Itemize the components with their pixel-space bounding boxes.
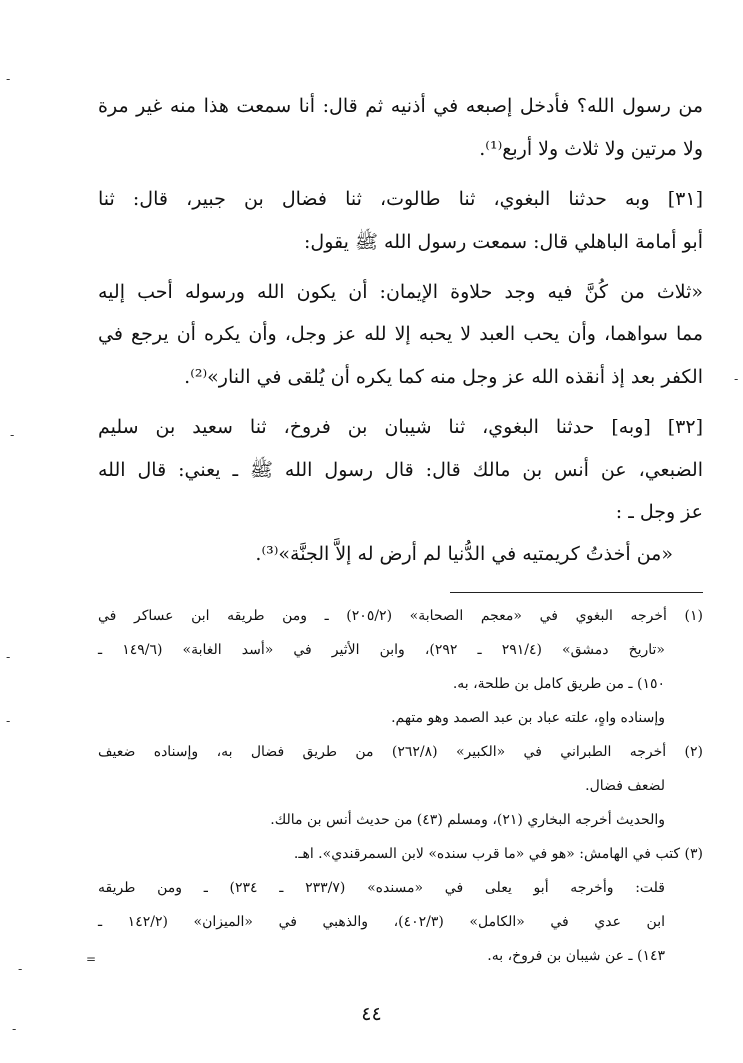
scan-mark: - <box>6 72 11 86</box>
hadith-31-line-2: أبو أمامة الباهلي قال: سمعت رسول الله ﷺ يقول: <box>304 231 703 253</box>
footnote-2-line-1: (٢) أخرجه الطبراني في «الكبير» (٢٦٢/٨) من طريق فضال به، وإسناده ضعيف <box>98 744 703 760</box>
footnote-3-line-2: قلت: وأخرجه أبو يعلى في «مسنده» (٢٣٣/٧ ـ ٢٣٤) ـ ومن طريقه <box>98 880 665 896</box>
hadith-31-text-line-2: مما سواهما، وأن يحب العبد لا يحبه إلا لله عز وجل، وأن يكره أن يرجع في <box>98 323 703 345</box>
footnote-3-line-3: ابن عدي في «الكامل» (٤٠٢/٣)، والذهبي في «الميزان» (١٤٢/٢ ـ <box>98 914 665 930</box>
footnote-3-line-1: (٣) كتب في الهامش: «هو في «ما قرب سنده» لابن السمرقندي». اهـ. <box>293 846 703 862</box>
body-line-1: من رسول الله؟ فأدخل إصبعه في أذنيه ثم قال: أنا سمعت هذا منه غير مرة <box>98 95 703 117</box>
page-number: ٤٤ <box>361 1003 382 1025</box>
hadith-31-line-1: [٣١] وبه حدثنا البغوي، ثنا طالوت، ثنا فضال بن جبير، قال: ثنا <box>98 188 703 210</box>
hadith-32-line-3: عز وجل ـ : <box>615 501 703 523</box>
scan-mark: - <box>10 428 15 442</box>
hadith-32-text: «من أخذتُ كريمتيه في الدُّنيا لم أرض له إلاَّ الجنَّة»⁽³⁾. <box>255 543 673 565</box>
scan-mark: - <box>18 962 23 976</box>
footnote-separator <box>450 592 703 593</box>
footnote-1-line-2: «تاريخ دمشق» (٢٩١/٤ ـ ٢٩٢)، وابن الأثير في «أسد الغابة» (١٤٩/٦ ـ <box>98 642 665 658</box>
footnote-1-line-1: (١) أخرجه البغوي في «معجم الصحابة» (٢٠٥/٢) ـ ومن طريقه ابن عساكر في <box>98 608 703 624</box>
footnote-3-line-4: ١٤٣) ـ عن شيبان بن فروخ، به. <box>487 948 665 964</box>
scan-mark: - <box>734 372 739 386</box>
scan-mark: = <box>86 952 97 966</box>
scan-mark: - <box>12 1022 17 1036</box>
hadith-31-text-line-1: «ثلاث من كُنَّ فيه وجد حلاوة الإيمان: أن يكون الله ورسوله أحب إليه <box>98 281 703 303</box>
hadith-32-line-2: الضبعي، عن أنس بن مالك قال: قال رسول الله ﷺ ـ يعني: قال الله <box>98 459 703 481</box>
hadith-32-line-1: [٣٢] [وبه] حدثنا البغوي، ثنا شيبان بن فروخ، ثنا سعيد بن سليم <box>98 416 703 438</box>
hadith-31-text-line-3: الكفر بعد إذ أنقذه الله عز وجل منه كما يكره أن يُلقى في النار»⁽²⁾. <box>184 366 703 388</box>
scan-mark: - <box>6 714 11 728</box>
footnote-1-line-4: وإسناده واهٍ، علته عباد بن عبد الصمد وهو متهم. <box>391 710 665 726</box>
footnote-1-line-3: ١٥٠) ـ من طريق كامل بن طلحة، به. <box>452 676 665 692</box>
footnote-2-line-3: والحديث أخرجه البخاري (٢١)، ومسلم (٤٣) من حديث أنس بن مالك. <box>270 812 665 828</box>
scan-mark: - <box>6 650 11 664</box>
footnote-2-line-2: لضعف فضال. <box>585 778 665 794</box>
body-line-2: ولا مرتين ولا ثلاث ولا أربع⁽¹⁾. <box>479 138 703 160</box>
